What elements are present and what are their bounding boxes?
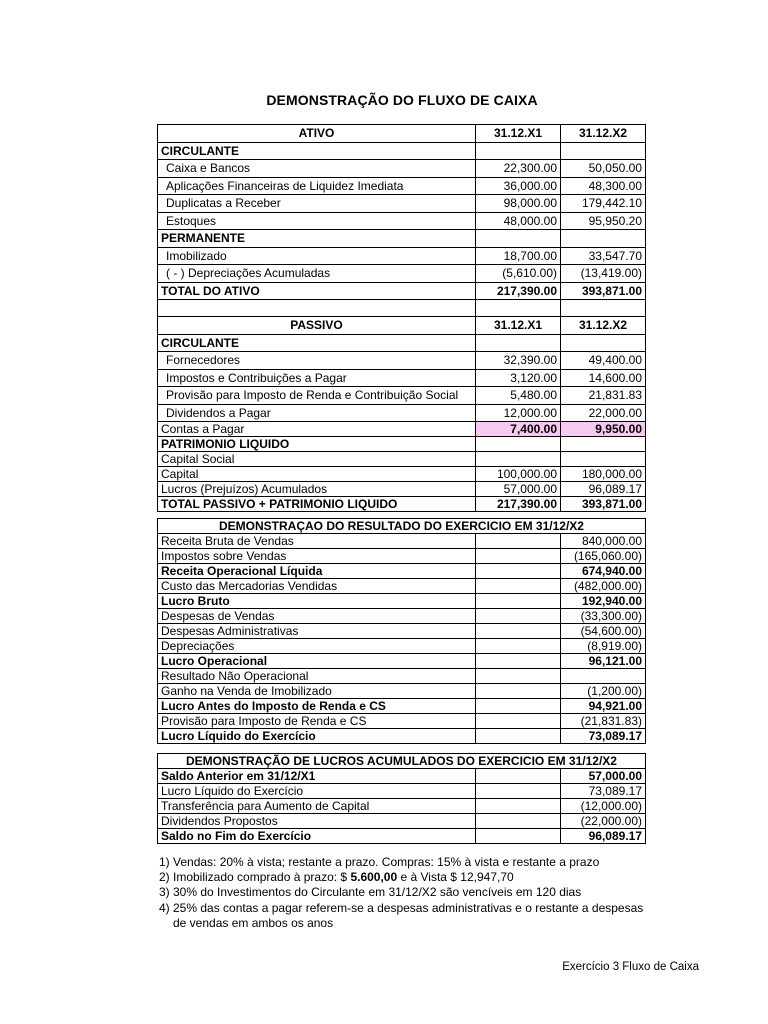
row-value: 96,121.00	[561, 654, 646, 669]
row-value: 840,000.00	[561, 534, 646, 549]
table-row	[158, 422, 646, 437]
row-label: Impostos e Contribuições a Pagar	[158, 369, 476, 387]
value-x1	[476, 230, 561, 248]
value-x2: 50,050.00	[561, 160, 646, 178]
table-row	[158, 579, 646, 594]
value-x2: 14,600.00	[561, 369, 646, 387]
empty-cell	[476, 814, 561, 829]
row-label: TOTAL PASSIVO + PATRIMONIO LIQUIDO	[158, 497, 476, 512]
value-x1	[476, 452, 561, 467]
note-2	[159, 870, 639, 885]
value-x1	[476, 437, 561, 452]
table-row	[158, 799, 646, 814]
row-label: PERMANENTE	[158, 230, 476, 248]
table-row	[158, 282, 646, 300]
column-header-date: 31.12.X1	[476, 125, 561, 143]
row-label: Transferência para Aumento de Capital	[158, 799, 476, 814]
empty-cell	[476, 769, 561, 784]
table-row	[158, 177, 646, 195]
table-row	[158, 684, 646, 699]
value-x2: 9,950.00	[561, 422, 646, 437]
row-label: Resultado Não Operacional	[158, 669, 476, 684]
row-value: (22,000.00)	[561, 814, 646, 829]
value-x1	[476, 142, 561, 160]
header-row	[158, 125, 646, 143]
row-label: Lucros (Prejuízos) Acumulados	[158, 482, 476, 497]
value-x2	[561, 437, 646, 452]
column-header-label: ATIVO	[158, 125, 476, 143]
row-label: Dividendos a Pagar	[158, 404, 476, 422]
row-value: (21,831.83)	[561, 714, 646, 729]
value-x1: 5,480.00	[476, 387, 561, 405]
empty-cell	[476, 784, 561, 799]
table-row	[158, 212, 646, 230]
value-x1: 217,390.00	[476, 497, 561, 512]
empty-cell	[476, 699, 561, 714]
table-row	[158, 729, 646, 744]
row-label: ( - ) Depreciações Acumuladas	[158, 265, 476, 283]
table-row	[158, 142, 646, 160]
table-row	[158, 654, 646, 669]
empty-cell	[476, 654, 561, 669]
table-row	[158, 467, 646, 482]
value-x1: 7,400.00	[476, 422, 561, 437]
table-row	[158, 669, 646, 684]
row-label: Imobilizado	[158, 247, 476, 265]
table-row	[158, 769, 646, 784]
note-4: 4) 25% das contas a pagar referem-se a despesas administrativas e o restante a despesas	[159, 900, 644, 915]
empty-cell	[561, 300, 646, 317]
table-row	[158, 714, 646, 729]
row-value: (165,060.00)	[561, 549, 646, 564]
row-value: (1,200.00)	[561, 684, 646, 699]
row-label: TOTAL DO ATIVO	[158, 282, 476, 300]
balance-sheet-table	[157, 124, 646, 512]
table-row	[158, 230, 646, 248]
value-x2: 393,871.00	[561, 282, 646, 300]
empty-cell	[476, 300, 561, 317]
value-x2: 21,831.83	[561, 387, 646, 405]
empty-cell	[158, 300, 476, 317]
row-label: Receita Bruta de Vendas	[158, 534, 476, 549]
row-label: Lucro Líquido do Exercício	[158, 729, 476, 744]
empty-cell	[476, 594, 561, 609]
value-x2	[561, 334, 646, 352]
row-label: Aplicações Financeiras de Liquidez Imediata	[158, 177, 476, 195]
row-label: Ganho na Venda de Imobilizado	[158, 684, 476, 699]
statement-header-row	[158, 519, 646, 534]
value-x2: 49,400.00	[561, 352, 646, 370]
empty-cell	[476, 624, 561, 639]
value-x2: 179,442.10	[561, 195, 646, 213]
income-statement-table	[157, 518, 646, 744]
row-value: (8,919.00)	[561, 639, 646, 654]
row-label: Provisão para Imposto de Renda e CS	[158, 714, 476, 729]
value-x1: 48,000.00	[476, 212, 561, 230]
value-x2	[561, 230, 646, 248]
row-value: 57,000.00	[561, 769, 646, 784]
table-row	[158, 564, 646, 579]
row-label: Duplicatas a Receber	[158, 195, 476, 213]
empty-cell	[476, 609, 561, 624]
row-label: Capital	[158, 467, 476, 482]
row-value: 73,089.17	[561, 729, 646, 744]
table-row	[158, 534, 646, 549]
row-label: Saldo no Fim do Exercício	[158, 829, 476, 844]
table-row	[158, 265, 646, 283]
value-x1: 98,000.00	[476, 195, 561, 213]
row-value: (482,000.00)	[561, 579, 646, 594]
footer-caption: Exercício 3 Fluxo de Caixa	[562, 961, 699, 973]
row-label: Lucro Bruto	[158, 594, 476, 609]
empty-cell	[476, 799, 561, 814]
value-x1: 32,390.00	[476, 352, 561, 370]
value-x2: 33,547.70	[561, 247, 646, 265]
value-x1: 100,000.00	[476, 467, 561, 482]
value-x2	[561, 142, 646, 160]
header-row	[158, 317, 646, 335]
retained-earnings-table	[157, 753, 646, 844]
row-label: Depreciações	[158, 639, 476, 654]
table-row	[158, 482, 646, 497]
table-row	[158, 387, 646, 405]
row-value: 94,921.00	[561, 699, 646, 714]
value-x1: 217,390.00	[476, 282, 561, 300]
row-value: (12,000.00)	[561, 799, 646, 814]
table-row	[158, 437, 646, 452]
value-x1: (5,610.00)	[476, 265, 561, 283]
row-label: Provisão para Imposto de Renda e Contribuição Social	[158, 387, 476, 405]
table-row	[158, 624, 646, 639]
row-label: Receita Operacional Líquida	[158, 564, 476, 579]
empty-cell	[476, 684, 561, 699]
empty-cell	[476, 714, 561, 729]
row-value: 674,940.00	[561, 564, 646, 579]
row-label: Fornecedores	[158, 352, 476, 370]
row-label: Despesas de Vendas	[158, 609, 476, 624]
table-row	[158, 352, 646, 370]
value-x2: 180,000.00	[561, 467, 646, 482]
value-x1: 57,000.00	[476, 482, 561, 497]
row-label: CIRCULANTE	[158, 142, 476, 160]
value-x2: (13,419.00)	[561, 265, 646, 283]
empty-cell	[476, 549, 561, 564]
row-label: Saldo Anterior em 31/12/X1	[158, 769, 476, 784]
value-x1: 18,700.00	[476, 247, 561, 265]
row-value: (33,300.00)	[561, 609, 646, 624]
note-3: 3) 30% do Investimentos do Circulante em 31/12/X2 são vencíveis em 120 dias	[159, 885, 582, 900]
table-row	[158, 784, 646, 799]
row-value: 96,089.17	[561, 829, 646, 844]
table-row	[158, 247, 646, 265]
notes	[159, 855, 644, 931]
statement-header: DEMONSTRAÇÃO DE LUCROS ACUMULADOS DO EXERCICIO EM 31/12/X2	[158, 754, 646, 769]
table-row	[158, 195, 646, 213]
blank-row	[158, 300, 646, 317]
table-row	[158, 609, 646, 624]
table-row	[158, 814, 646, 829]
note-1: 1) Vendas: 20% à vista; restante a prazo. Compras: 15% à vista e restante a prazo	[159, 855, 600, 869]
value-x1: 22,300.00	[476, 160, 561, 178]
page-title: DEMONSTRAÇÃO DO FLUXO DE CAIXA	[266, 92, 538, 108]
table-row	[158, 452, 646, 467]
empty-cell	[476, 579, 561, 594]
row-label: Capital Social	[158, 452, 476, 467]
column-header-date: 31.12.X2	[561, 317, 646, 335]
note-4-continuation: de vendas em ambos os anos	[173, 915, 334, 930]
value-x2: 393,871.00	[561, 497, 646, 512]
value-x2: 22,000.00	[561, 404, 646, 422]
value-x1: 36,000.00	[476, 177, 561, 195]
table-row	[158, 829, 646, 844]
row-label: Caixa e Bancos	[158, 160, 476, 178]
table-row	[158, 699, 646, 714]
table-row	[158, 369, 646, 387]
row-label: Lucro Operacional	[158, 654, 476, 669]
row-value: 73,089.17	[561, 784, 646, 799]
row-label: Lucro Antes do Imposto de Renda e CS	[158, 699, 476, 714]
row-value	[561, 669, 646, 684]
row-label: Custo das Mercadorias Vendidas	[158, 579, 476, 594]
table-row	[158, 334, 646, 352]
column-header-date: 31.12.X1	[476, 317, 561, 335]
row-value: 192,940.00	[561, 594, 646, 609]
row-label: Impostos sobre Vendas	[158, 549, 476, 564]
empty-cell	[476, 729, 561, 744]
note-2-amount: 5.600,00	[350, 870, 398, 885]
row-label: PATRIMONIO LIQUIDO	[158, 437, 476, 452]
note-2-text: 2) Imobilizado comprado à prazo: $	[159, 870, 351, 885]
table-row	[158, 404, 646, 422]
row-label: CIRCULANTE	[158, 334, 476, 352]
value-x2	[561, 452, 646, 467]
column-header-label: PASSIVO	[158, 317, 476, 335]
table-row	[158, 639, 646, 654]
empty-cell	[476, 639, 561, 654]
statement-header-row	[158, 754, 646, 769]
value-x1	[476, 334, 561, 352]
column-header-date: 31.12.X2	[561, 125, 646, 143]
row-label: Contas a Pagar	[158, 422, 476, 437]
row-value: (54,600.00)	[561, 624, 646, 639]
row-label: Estoques	[158, 212, 476, 230]
empty-cell	[476, 564, 561, 579]
table-row	[158, 497, 646, 512]
empty-cell	[476, 829, 561, 844]
row-label: Lucro Líquido do Exercício	[158, 784, 476, 799]
value-x2: 48,300.00	[561, 177, 646, 195]
table-row	[158, 549, 646, 564]
table-row	[158, 594, 646, 609]
value-x1: 12,000.00	[476, 404, 561, 422]
value-x1: 3,120.00	[476, 369, 561, 387]
empty-cell	[476, 669, 561, 684]
row-label: Despesas Administrativas	[158, 624, 476, 639]
table-row	[158, 160, 646, 178]
empty-cell	[476, 534, 561, 549]
value-x2: 95,950.20	[561, 212, 646, 230]
statement-header: DEMONSTRAÇAO DO RESULTADO DO EXERCICIO EM 31/12/X2	[158, 519, 646, 534]
row-label: Dividendos Propostos	[158, 814, 476, 829]
value-x2: 96,089.17	[561, 482, 646, 497]
note-2-text-end: e à Vista $ 12,947,70	[397, 870, 514, 885]
